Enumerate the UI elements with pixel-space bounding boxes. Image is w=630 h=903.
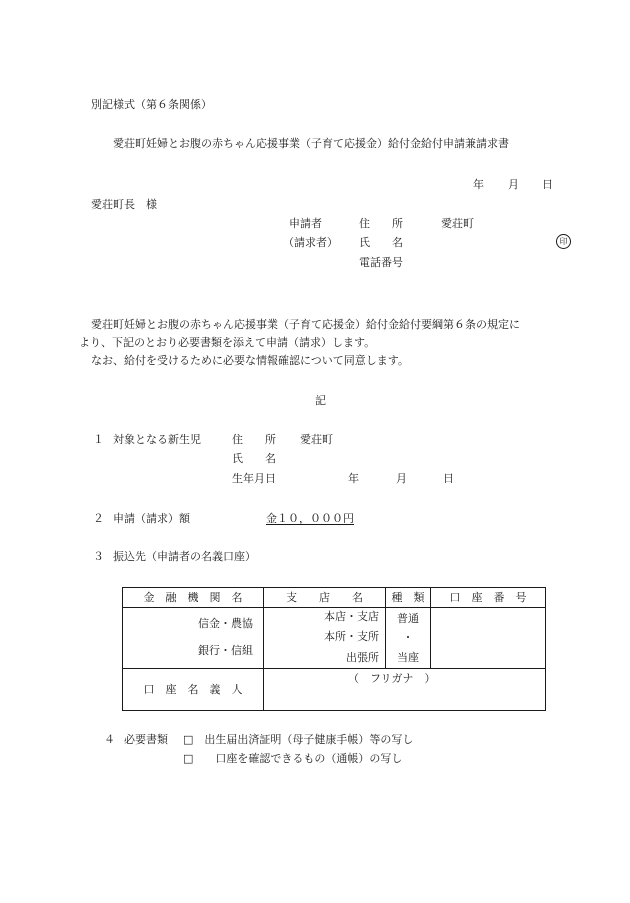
item-2-label: 申請（請求）額: [113, 512, 190, 525]
requester-label: （請求者）: [283, 236, 338, 249]
date-year-label: 年: [473, 178, 484, 191]
bank-account-table: [122, 587, 546, 711]
body-line-1: 愛荘町妊婦とお腹の赤ちゃん応援事業（子育て応援金）給付金給付要綱第６条の規定に: [91, 318, 520, 331]
header-branch-name: 支 店 名: [264, 588, 386, 608]
holder-label-cell: 口 座 名 義 人: [123, 669, 264, 711]
page-title: 愛荘町妊婦とお腹の赤ちゃん応援事業（子育て応援金）給付金給付申請兼請求書: [113, 137, 509, 150]
birth-year-label: 年: [348, 472, 359, 485]
birth-month-label: 月: [396, 472, 407, 485]
required-doc-2[interactable]: □ 口座を確認できるもの（通帳）の写し: [183, 752, 403, 765]
date-day-label: 日: [542, 178, 553, 191]
applicant-address-label: 住 所: [359, 217, 403, 230]
addressee: 愛荘町長 様: [91, 198, 157, 211]
applicant-label: 申請者: [289, 217, 322, 230]
date-month-label: 月: [508, 178, 519, 191]
bank-name-cell[interactable]: [123, 608, 264, 669]
body-line-3: なお、給付を受けるために必要な情報確認について同意します。: [91, 354, 409, 367]
branch-types-line-2: 本所・支所: [324, 630, 379, 643]
required-doc-1[interactable]: □ 出生届出済証明（母子健康手帳）等の写し: [183, 733, 414, 746]
newborn-address-label: 住 所: [232, 433, 276, 446]
header-bank-name: 金 融 機 関 名: [123, 588, 264, 608]
account-type-cell[interactable]: [386, 608, 431, 669]
branch-types-line-3: 出張所: [346, 651, 379, 664]
amount-value: 金１０，０００円: [266, 512, 354, 525]
applicant-address-value: 愛荘町: [441, 217, 474, 230]
newborn-birth-label: 生年月日: [232, 472, 276, 485]
applicant-phone-label: 電話番号: [359, 256, 403, 269]
body-line-2: より、下記のとおり必要書類を添えて申請（請求）します。: [79, 336, 376, 349]
account-number-cell[interactable]: [431, 608, 546, 669]
seal-mark: 印: [556, 234, 571, 249]
holder-name-cell[interactable]: [264, 669, 546, 711]
bank-table-header-row: [123, 588, 546, 608]
item-2-number: ２: [93, 512, 104, 525]
account-type-checking: 当座: [397, 651, 419, 664]
account-type-ordinary: 普通: [397, 612, 419, 625]
bank-types-line-2: 銀行・信組: [198, 644, 253, 657]
ki-heading: 記: [315, 394, 326, 407]
furigana-label: （ フリガナ ）: [348, 672, 436, 685]
newborn-name-label: 氏 名: [232, 452, 276, 465]
newborn-address-value: 愛荘町: [300, 433, 333, 446]
item-1-label: 対象となる新生児: [113, 433, 201, 446]
form-label: 別記様式（第６条関係）: [91, 98, 212, 111]
branch-name-cell[interactable]: [264, 608, 386, 669]
applicant-name-label: 氏 名: [359, 236, 403, 249]
item-3-label: 振込先（申請者の名義口座）: [113, 550, 256, 563]
header-account-type: 種 類: [386, 588, 431, 608]
item-4-number: ４: [104, 733, 115, 746]
item-1-number: １: [93, 433, 104, 446]
item-4-label: 必要書類: [124, 733, 168, 746]
item-3-number: ３: [93, 550, 104, 563]
bank-table-data-row: [123, 608, 546, 669]
bank-table-holder-row: [123, 669, 546, 711]
header-account-number: 口 座 番 号: [431, 588, 546, 608]
branch-types-line-1: 本店・支店: [324, 610, 379, 623]
birth-day-label: 日: [443, 472, 454, 485]
bank-types-line-1: 信金・農協: [198, 617, 253, 630]
account-type-separator: ・: [402, 631, 414, 644]
